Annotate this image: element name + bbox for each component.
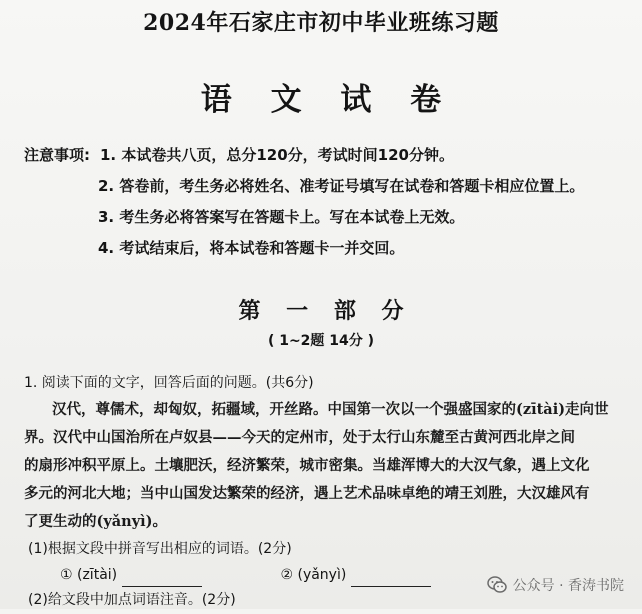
pinyin-prompt-1: ① (zītài) [60,567,118,583]
watermark [487,575,624,595]
exam-subtitle: 语 文 试 卷 [200,82,456,118]
passage-line: 汉代，尊儒术，却匈奴，拓疆域，开丝路。中国第一次以一个强盛国家的(zītài)走向世 [52,401,609,418]
passage-line: 界。汉代中山国治所在卢奴县——今天的定州市，处于太行山东麓至古黄河西北岸之间 [24,429,575,446]
note-text-3: 3. 考生务必将答案写在答题卡上。写在本试卷上无效。 [98,208,465,226]
note-text-1: 1. 本试卷共八页，总分120分，考试时间120分钟。 [100,146,454,164]
note-item-1 [24,144,624,175]
passage-line: 的扇形冲积平原上。土壤肥沃，经济繁荣，城市密集。当雄浑博大的大汉气象，遇上文化 [24,457,590,474]
sub-question-1: (1)根据文段中拼音写出相应的词语。(2分) [28,541,292,557]
note-text-2: 2. 答卷前，考生务必将姓名、准考证号填写在试卷和答题卡相应位置上。 [98,177,585,195]
part-range: ( 1~2题 14分 ) [267,333,375,349]
exam-title: 2024年石家庄市初中毕业班练习题 [143,10,499,36]
note-text-4: 4. 考试结束后，将本试卷和答题卡一并交回。 [98,239,405,257]
wechat-icon [487,575,507,595]
watermark-text: 公众号 · 香涛书院 [512,578,624,594]
notes-section [24,144,624,268]
sub-question-2: (2)给文段中加点词语注音。(2分) [28,592,236,608]
part-title: 第 一 部 分 [238,298,413,324]
note-item-4 [24,237,624,268]
pinyin-prompt-2: ② (yǎnyì) [280,567,347,583]
question-head: 1. 阅读下面的文字，回答后面的问题。(共6分) [24,375,314,391]
note-item-3 [24,206,624,237]
reading-passage [24,396,634,536]
passage-line: 了更生动的(yǎnyì)。 [24,513,168,530]
passage-line: 多元的河北大地；当中山国发达繁荣的经济，遇上艺术品味卓绝的靖王刘胜，大汉雄风有 [24,485,590,502]
note-item-2 [24,175,624,206]
answer-blank-1[interactable] [122,570,202,587]
answer-blank-2[interactable] [351,570,431,587]
notes-label: 注意事项: [24,146,90,164]
